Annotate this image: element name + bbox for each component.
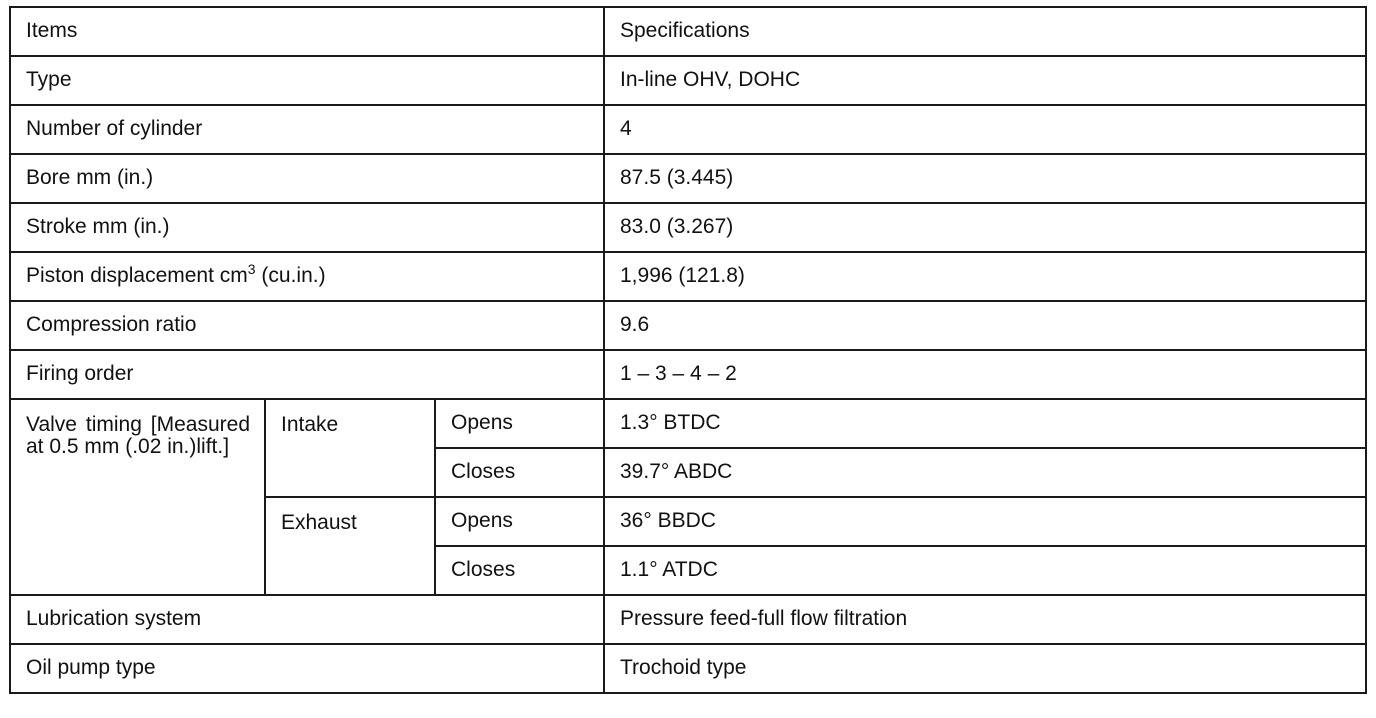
item-cell: Type	[10, 56, 604, 105]
engine-spec-table	[9, 6, 1367, 694]
table-row-type	[10, 56, 1366, 105]
intake-label: Intake	[265, 399, 435, 497]
spec-cell: 1,996 (121.8)	[604, 252, 1366, 301]
item-cell: Number of cylinder	[10, 105, 604, 154]
item-cell: Oil pump type	[10, 644, 604, 693]
exhaust-closes-value: 1.1° ATDC	[604, 546, 1366, 595]
exhaust-opens-label: Opens	[435, 497, 604, 546]
item-cell: Compression ratio	[10, 301, 604, 350]
spec-cell: 1 – 3 – 4 – 2	[604, 350, 1366, 399]
table-header-row	[10, 7, 1366, 56]
spec-cell: In-line OHV, DOHC	[604, 56, 1366, 105]
intake-closes-value: 39.7° ABDC	[604, 448, 1366, 497]
spec-cell: 87.5 (3.445)	[604, 154, 1366, 203]
item-cell: Firing order	[10, 350, 604, 399]
superscript: 3	[247, 261, 256, 278]
spec-cell: 4	[604, 105, 1366, 154]
table-row-intake-opens	[10, 399, 1366, 448]
table-row-stroke	[10, 203, 1366, 252]
item-cell: Stroke mm (in.)	[10, 203, 604, 252]
spec-cell: 83.0 (3.267)	[604, 203, 1366, 252]
item-unit: (cu.in.)	[255, 264, 326, 288]
spec-cell: 9.6	[604, 301, 1366, 350]
intake-opens-value: 1.3° BTDC	[604, 399, 1366, 448]
column-header-specifications: Specifications	[604, 7, 1366, 56]
spec-cell: Trochoid type	[604, 644, 1366, 693]
table-row-displacement	[10, 252, 1366, 301]
valve-timing-label: Valve timing [Measured at 0.5 mm (.02 in.)lift.]	[10, 399, 265, 595]
exhaust-label: Exhaust	[265, 497, 435, 595]
item-cell: Bore mm (in.)	[10, 154, 604, 203]
table-row-firing-order	[10, 350, 1366, 399]
exhaust-closes-label: Closes	[435, 546, 604, 595]
table-row-bore	[10, 154, 1366, 203]
table-row-cylinders	[10, 105, 1366, 154]
table-row-compression	[10, 301, 1366, 350]
table-row-lubrication	[10, 595, 1366, 644]
spec-cell: Pressure feed-full flow filtration	[604, 595, 1366, 644]
table-row-oil-pump	[10, 644, 1366, 693]
exhaust-opens-value: 36° BBDC	[604, 497, 1366, 546]
item-text: Piston displacement cm	[26, 264, 248, 288]
intake-opens-label: Opens	[435, 399, 604, 448]
item-cell	[10, 252, 604, 301]
intake-closes-label: Closes	[435, 448, 604, 497]
column-header-items: Items	[10, 7, 604, 56]
item-cell: Lubrication system	[10, 595, 604, 644]
